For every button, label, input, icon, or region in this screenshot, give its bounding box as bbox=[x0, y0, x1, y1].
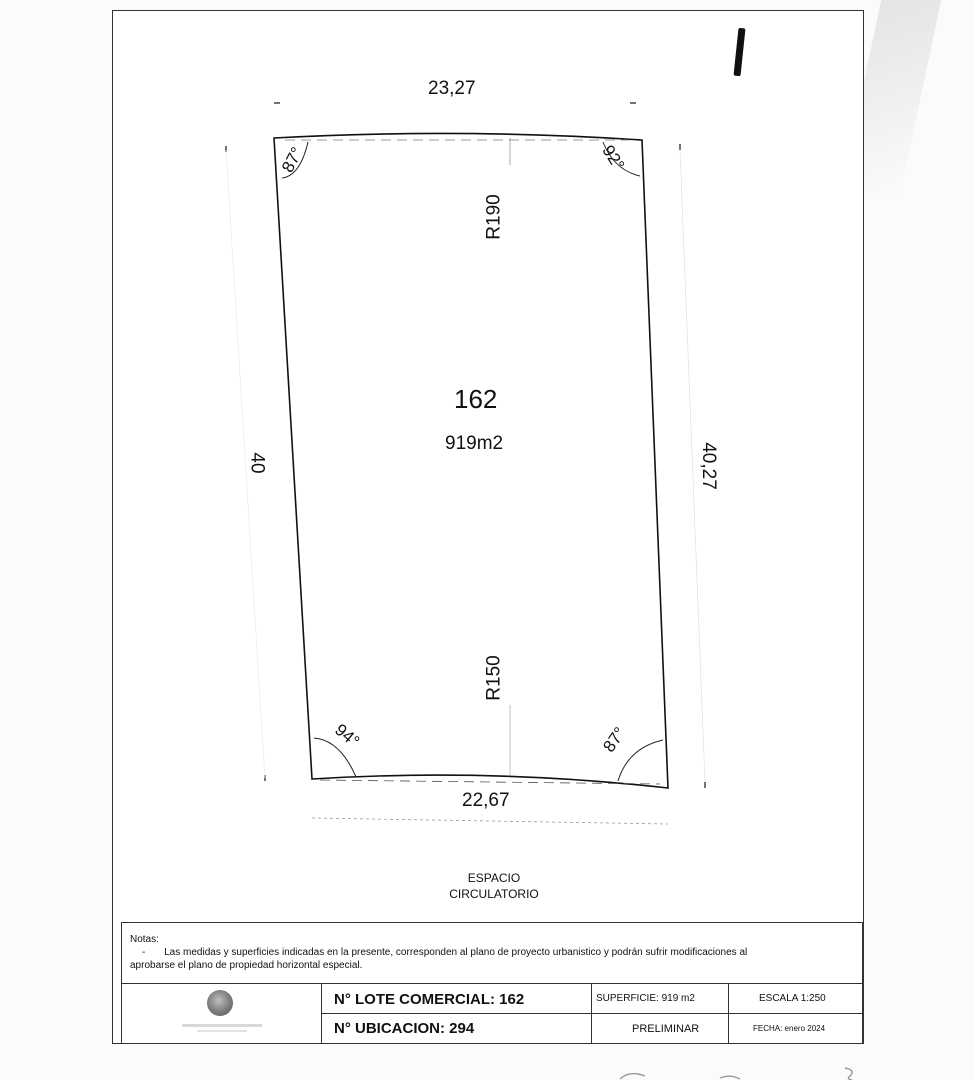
handwritten-scribble bbox=[600, 1062, 860, 1080]
angle-top-left: 87° bbox=[277, 143, 307, 176]
notes-title: Notas: bbox=[130, 934, 159, 945]
right-dimension-label: 40,27 bbox=[697, 442, 719, 490]
note-line-1 bbox=[130, 946, 854, 959]
note-text-2: aprobarse el plano de propiedad horizontal especial. bbox=[130, 960, 363, 971]
ubicacion-cell: N° UBICACION: 294 bbox=[322, 1014, 592, 1043]
logo-wordmark bbox=[182, 1024, 262, 1027]
note-bullet: - bbox=[142, 947, 146, 958]
note-text-1: Las medidas y superficies indicadas en la presente, corresponden al plano de proyecto urbanistico y podrán sufrir modificaciones al bbox=[164, 947, 748, 958]
left-dimension-label: 40 bbox=[246, 452, 268, 474]
bottom-dimension-line bbox=[312, 818, 668, 824]
top-radius-label: R190 bbox=[483, 194, 505, 240]
bottom-radius-label: R150 bbox=[483, 655, 505, 701]
superficie-cell: SUPERFICIE: 919 m2 bbox=[592, 984, 729, 1014]
lot-area-label: 919m2 bbox=[445, 433, 504, 454]
company-logo-icon bbox=[207, 990, 233, 1016]
angle-top-right: 92° bbox=[598, 141, 629, 174]
logo-tagline bbox=[197, 1030, 247, 1032]
top-dimension-label: 23,27 bbox=[428, 78, 476, 99]
notes-box bbox=[121, 922, 863, 984]
angle-bottom-left: 94° bbox=[331, 720, 364, 752]
lot-number-label: 162 bbox=[454, 384, 498, 414]
logo-cell bbox=[122, 984, 322, 1043]
estado-cell: PRELIMINAR bbox=[592, 1014, 729, 1043]
fecha-cell: FECHA: enero 2024 bbox=[753, 1024, 826, 1033]
adjacent-space-line1: ESPACIO bbox=[467, 871, 521, 885]
adjacent-space-label bbox=[394, 870, 594, 902]
title-block bbox=[121, 983, 863, 1044]
adjacent-space-line2: CIRCULATORIO bbox=[449, 887, 539, 901]
angle-arc-bottom-right bbox=[618, 740, 663, 781]
lot-outline bbox=[274, 133, 668, 788]
angle-bottom-right: 87° bbox=[599, 723, 630, 756]
lote-number-cell: N° LOTE COMERCIAL: 162 bbox=[322, 984, 592, 1014]
bottom-dimension-label: 22,67 bbox=[462, 790, 510, 811]
escala-cell: ESCALA 1:250 bbox=[729, 984, 862, 1014]
